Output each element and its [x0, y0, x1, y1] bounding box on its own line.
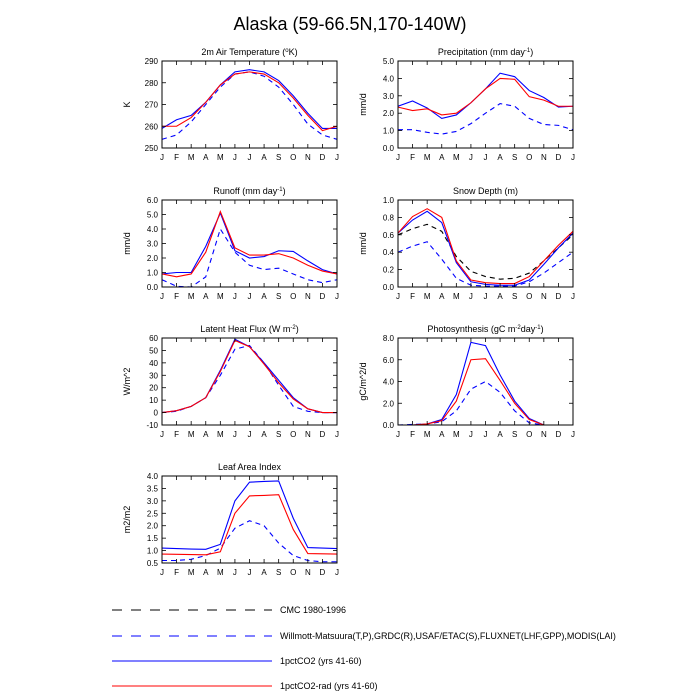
y-tick-label: 6.0	[382, 355, 394, 365]
x-tick-label: M	[216, 568, 224, 577]
x-tick-label: A	[497, 292, 503, 301]
x-tick-label: N	[304, 430, 311, 439]
y-tick-label: 1.0	[146, 546, 158, 556]
x-tick-label: M	[187, 292, 195, 301]
y-tick-label: 2.0	[146, 254, 158, 263]
x-tick-label: D	[555, 430, 562, 439]
x-tick-label: A	[261, 292, 267, 301]
x-tick-label: M	[423, 153, 431, 162]
y-tick-label: 260	[144, 122, 158, 132]
x-tick-label: J	[232, 568, 237, 577]
x-tick-label: M	[452, 430, 460, 439]
panel-title-part: -1	[277, 187, 283, 193]
x-tick-label: A	[261, 153, 267, 162]
x-tick-label: F	[410, 430, 416, 439]
series-line-co2-lai	[162, 481, 337, 549]
x-tick-label: O	[526, 292, 533, 301]
x-tick-label: J	[335, 292, 339, 301]
panels-group	[122, 47, 575, 577]
y-tick-label: 2.0	[382, 109, 394, 119]
x-tick-label: S	[511, 153, 518, 162]
y-tick-label: 0.0	[382, 283, 394, 292]
plot-frame-lai	[162, 476, 337, 563]
y-tick-label: 1.5	[146, 534, 158, 544]
legend-label-co2: 1pctCO2 (yrs 41-60)	[280, 656, 362, 666]
panel-title-part: )	[530, 47, 534, 57]
y-tick-label: 0.5	[146, 559, 158, 568]
x-tick-label: M	[452, 292, 460, 301]
x-tick-label: M	[423, 430, 431, 439]
y-tick-label: 0.0	[382, 144, 394, 153]
x-tick-label: A	[497, 430, 503, 439]
x-tick-label: S	[511, 430, 518, 439]
x-tick-label: J	[571, 430, 575, 439]
x-tick-label: A	[203, 430, 209, 439]
x-tick-label: F	[174, 292, 180, 301]
x-tick-label: J	[396, 430, 400, 439]
y-tick-label: 50	[149, 346, 158, 356]
y-tick-label: 3.0	[146, 496, 158, 506]
legend-label-cmc: CMC 1980-1996	[280, 605, 347, 615]
y-tick-label: 1.0	[382, 126, 394, 136]
y-tick-label: 10	[149, 396, 158, 406]
panel-title-part: day	[520, 324, 536, 334]
panel-title-part: Precipitation (mm day	[437, 47, 525, 57]
x-tick-label: A	[261, 568, 267, 577]
series-line-obs-precip	[398, 104, 573, 134]
y-tick-label: 0.0	[382, 421, 394, 430]
y-tick-label: 2.0	[146, 521, 158, 531]
y-axis-label-precip: mm/d	[358, 93, 368, 116]
x-tick-label: F	[174, 153, 180, 162]
x-tick-label: A	[203, 153, 209, 162]
y-tick-label: 2.0	[382, 399, 394, 409]
series-line-obs-latent	[162, 345, 337, 412]
x-tick-label: J	[247, 292, 252, 301]
panel-title-part: Leaf Area Index	[217, 462, 282, 472]
x-tick-label: A	[439, 292, 445, 301]
x-tick-label: J	[335, 568, 339, 577]
y-tick-label: 0.6	[382, 230, 394, 240]
x-tick-label: J	[160, 292, 164, 301]
y-axis-label-runoff: mm/d	[122, 232, 132, 255]
x-tick-label: J	[335, 430, 339, 439]
x-tick-label: D	[555, 153, 562, 162]
panel-title-part: )	[540, 324, 544, 334]
figure-title: Alaska (59-66.5N,170-140W)	[233, 14, 467, 34]
panel-title-part: -2	[290, 325, 296, 331]
x-tick-label: M	[452, 153, 460, 162]
y-tick-label: 1.0	[382, 196, 394, 205]
y-tick-label: 0.8	[382, 213, 394, 223]
x-tick-label: M	[423, 292, 431, 301]
x-tick-label: J	[483, 292, 488, 301]
x-tick-label: N	[304, 153, 311, 162]
panel-title-part: Snow Depth (m)	[452, 186, 519, 196]
panel-title-air-temp	[201, 47, 297, 57]
x-tick-label: S	[275, 430, 282, 439]
plot-frame-precip	[398, 61, 573, 148]
x-tick-label: A	[439, 430, 445, 439]
series-line-obs-photo	[398, 382, 573, 426]
panel-title-latent	[200, 324, 298, 334]
y-tick-label: 5.0	[146, 210, 158, 220]
plot-frame-photo	[398, 338, 573, 425]
y-tick-label: 3.0	[382, 91, 394, 101]
x-tick-label: J	[232, 292, 237, 301]
x-tick-label: D	[319, 153, 326, 162]
x-tick-label: J	[160, 153, 164, 162]
x-tick-label: M	[187, 568, 195, 577]
series-line-co2-photo	[398, 342, 573, 425]
panel-title-runoff	[213, 186, 285, 196]
x-tick-label: J	[247, 153, 252, 162]
plot-frame-air-temp	[162, 61, 337, 148]
x-tick-label: A	[261, 430, 267, 439]
x-tick-label: J	[396, 153, 400, 162]
x-tick-label: N	[304, 292, 311, 301]
x-tick-label: J	[160, 568, 164, 577]
x-tick-label: N	[304, 568, 311, 577]
x-tick-label: O	[526, 153, 533, 162]
x-tick-label: J	[483, 430, 488, 439]
y-tick-label: 5.0	[382, 57, 394, 66]
panel-title-part: o	[285, 48, 289, 54]
x-tick-label: F	[410, 153, 416, 162]
y-tick-label: 4.0	[146, 225, 158, 234]
x-tick-label: J	[468, 153, 473, 162]
x-tick-label: N	[540, 153, 547, 162]
series-line-rad-latent	[162, 340, 337, 412]
x-tick-label: O	[290, 292, 297, 301]
x-tick-label: A	[203, 292, 209, 301]
panel-title-part: )	[282, 186, 286, 196]
x-tick-label: O	[290, 153, 297, 162]
panel-title-precip	[438, 47, 533, 57]
x-tick-label: J	[160, 430, 164, 439]
series-line-co2-precip	[398, 73, 573, 118]
x-tick-label: N	[540, 430, 547, 439]
y-tick-label: 3.5	[146, 484, 158, 494]
x-tick-label: S	[511, 292, 518, 301]
legend-label-rad: 1pctCO2-rad (yrs 41-60)	[280, 681, 378, 691]
panel-title-part: Latent Heat Flux (W m	[200, 324, 291, 334]
y-tick-label: 4.0	[146, 472, 158, 481]
panel-title-part: 2m Air Temperature (	[201, 47, 286, 57]
legend-label-obs: Willmott-Matsuura(T,P),GRDC(R),USAF/ETAC(S),FLUXNET(LHF,GPP),MODIS(LAI)	[280, 631, 616, 641]
panel-title-part: )	[295, 324, 299, 334]
y-tick-label: 1.0	[146, 268, 158, 278]
x-tick-label: J	[468, 430, 473, 439]
x-tick-label: J	[247, 568, 252, 577]
panel-title-part: -1	[524, 48, 531, 54]
panel-title-part: -2	[515, 325, 521, 331]
x-tick-label: F	[174, 430, 180, 439]
y-tick-label: 0.2	[382, 265, 394, 275]
x-tick-label: J	[483, 153, 488, 162]
series-line-rad-lai	[162, 495, 337, 555]
x-tick-label: S	[275, 568, 282, 577]
x-tick-label: J	[335, 153, 339, 162]
y-tick-label: 0	[153, 408, 158, 418]
y-tick-label: 40	[149, 358, 158, 368]
series-line-obs-air-temp	[162, 72, 337, 139]
y-tick-label: 3.0	[146, 239, 158, 249]
x-tick-label: O	[290, 430, 297, 439]
x-tick-label: J	[571, 292, 575, 301]
x-tick-label: F	[410, 292, 416, 301]
series-line-rad-snow	[398, 209, 573, 284]
x-tick-label: O	[290, 568, 297, 577]
x-tick-label: D	[555, 292, 562, 301]
x-tick-label: A	[497, 153, 503, 162]
y-axis-label-snow: mm/d	[358, 232, 368, 255]
x-tick-label: D	[319, 292, 326, 301]
x-tick-label: M	[187, 153, 195, 162]
x-tick-label: M	[216, 292, 224, 301]
series-line-rad-runoff	[162, 212, 337, 277]
y-tick-label: 280	[144, 78, 158, 88]
y-tick-label: 270	[144, 100, 158, 110]
y-tick-label: -10	[146, 421, 158, 430]
series-line-rad-precip	[398, 78, 573, 115]
y-tick-label: 290	[144, 57, 158, 66]
panel-latent	[122, 324, 339, 439]
panel-title-photo	[427, 324, 543, 334]
series-line-co2-latent	[162, 339, 337, 412]
y-axis-label-latent: W/m^2	[122, 367, 132, 396]
y-axis-label-photo: gC/m^2/d	[358, 362, 368, 401]
x-tick-label: J	[396, 292, 400, 301]
plot-frame-runoff	[162, 200, 337, 287]
y-tick-label: 4.0	[382, 377, 394, 387]
x-tick-label: J	[571, 153, 575, 162]
panel-runoff	[122, 186, 339, 301]
panel-title-snow	[453, 186, 518, 196]
panel-title-part: -1	[535, 325, 541, 331]
panel-photo	[358, 324, 575, 439]
y-tick-label: 4.0	[382, 74, 394, 84]
panel-title-part: Photosynthesis (gC m	[427, 324, 516, 334]
series-line-rad-photo	[398, 359, 573, 425]
y-tick-label: 6.0	[146, 196, 158, 205]
series-line-co2-snow	[398, 211, 573, 285]
panel-title-lai	[218, 462, 282, 472]
x-tick-label: J	[468, 292, 473, 301]
x-tick-label: D	[319, 430, 326, 439]
y-tick-label: 20	[149, 383, 158, 393]
x-tick-label: J	[232, 153, 237, 162]
y-tick-label: 8.0	[382, 334, 394, 343]
y-axis-label-air-temp: K	[122, 101, 132, 108]
y-tick-label: 0.0	[146, 283, 158, 292]
panel-title-part: K)	[288, 47, 298, 57]
x-tick-label: M	[187, 430, 195, 439]
x-tick-label: F	[174, 568, 180, 577]
panel-air-temp	[122, 47, 339, 162]
x-tick-label: S	[275, 292, 282, 301]
x-tick-label: S	[275, 153, 282, 162]
x-tick-label: A	[439, 153, 445, 162]
panel-snow	[358, 186, 575, 301]
x-tick-label: N	[540, 292, 547, 301]
y-tick-label: 30	[149, 371, 158, 381]
y-tick-label: 0.4	[382, 248, 394, 258]
y-tick-label: 2.5	[146, 509, 158, 519]
series-line-obs-snow	[398, 242, 573, 286]
x-tick-label: M	[216, 430, 224, 439]
plot-frame-latent	[162, 338, 337, 425]
panel-lai	[122, 462, 339, 577]
x-tick-label: A	[203, 568, 209, 577]
x-tick-label: O	[526, 430, 533, 439]
panel-precip	[358, 47, 575, 162]
panel-title-part: Runoff (mm day	[213, 186, 278, 196]
y-tick-label: 60	[149, 334, 158, 343]
y-tick-label: 250	[144, 144, 158, 153]
x-tick-label: D	[319, 568, 326, 577]
x-tick-label: J	[247, 430, 252, 439]
series-line-rad-air-temp	[162, 72, 337, 131]
legend	[112, 605, 616, 691]
series-line-obs-lai	[162, 521, 337, 562]
y-axis-label-lai: m2/m2	[122, 505, 132, 534]
x-tick-label: M	[216, 153, 224, 162]
x-tick-label: J	[232, 430, 237, 439]
